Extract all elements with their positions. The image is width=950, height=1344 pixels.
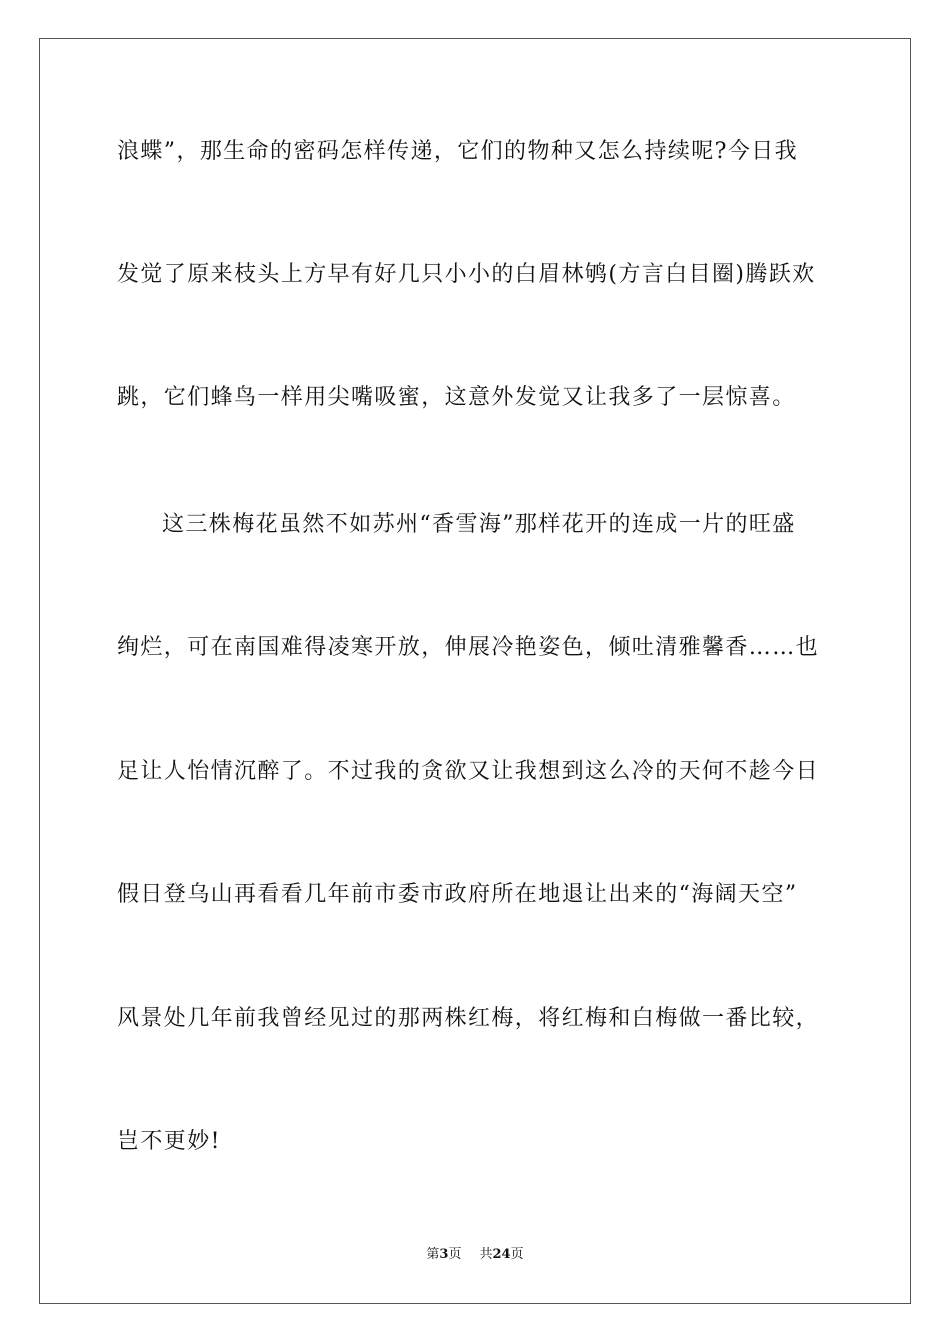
body-text-line-5: 绚烂，可在南国难得凌寒开放，伸展冷艳姿色，倾吐清雅馨香……也	[117, 635, 820, 660]
page-footer	[0, 1246, 950, 1264]
body-text-line-9: 岂不更妙!	[117, 1129, 221, 1154]
page-suffix: 页	[448, 1247, 462, 1262]
body-text-line-4: 这三株梅花虽然不如苏州“香雪海”那样花开的连成一片的旺盛	[162, 512, 796, 537]
total-pages: 24	[492, 1247, 511, 1262]
body-text-line-2: 发觉了原来枝头上方早有好几只小小的白眉林鸲(方言白目圈)腾跃欢	[117, 262, 816, 287]
body-text-line-1: 浪蝶”，那生命的密码怎样传递，它们的物种又怎么持续呢?今日我	[117, 139, 799, 164]
page-number: 3	[439, 1247, 449, 1262]
body-text-line-8: 风景处几年前我曾经见过的那两株红梅，将红梅和白梅做一番比较，	[117, 1006, 820, 1031]
page-border	[39, 38, 911, 1304]
total-prefix: 共	[479, 1247, 493, 1262]
page-prefix: 第	[426, 1247, 440, 1262]
body-text-line-3: 跳，它们蜂鸟一样用尖嘴吸蜜，这意外发觉又让我多了一层惊喜。	[117, 385, 796, 410]
body-text-line-7: 假日登乌山再看看几年前市委市政府所在地退让出来的“海阔天空”	[117, 882, 798, 907]
total-suffix: 页	[510, 1247, 524, 1262]
body-text-line-6: 足让人怡情沉醉了。不过我的贪欲又让我想到这么冷的天何不趁今日	[117, 759, 820, 784]
